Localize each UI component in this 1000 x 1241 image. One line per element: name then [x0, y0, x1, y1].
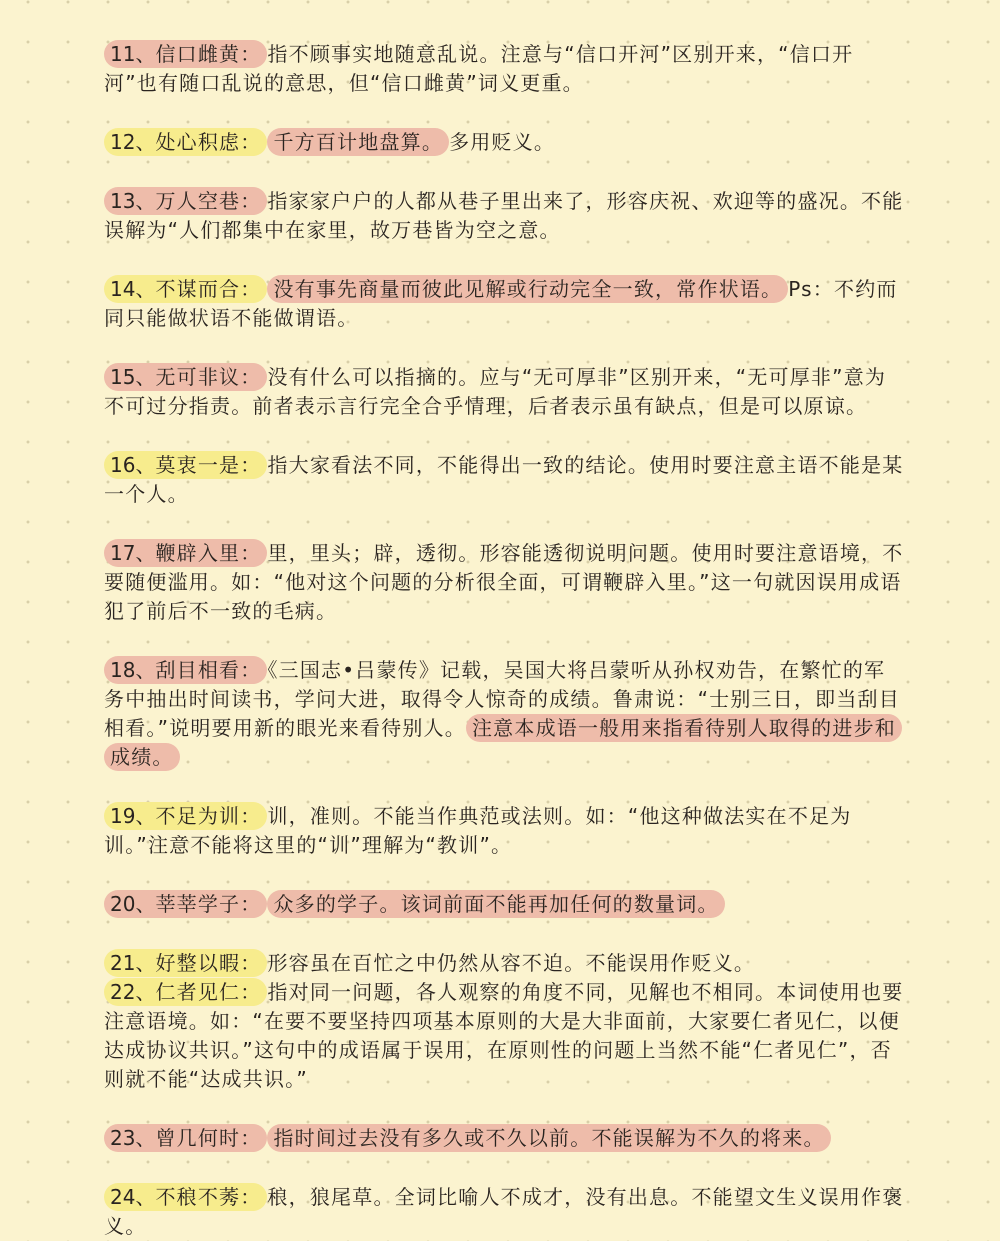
entry-definition: 训，准则。不能当作典范或法则。如：“他这种做法实在不足为训。”注意不能将这里的“训”理解为“教训”。: [104, 804, 852, 857]
entry-definition-highlight: 指时间过去没有多久或不久以前。不能误解为不久的将来。: [267, 1124, 830, 1152]
entry-term-highlight: 14、不谋而合：: [104, 275, 267, 303]
entry-definition: 里，里头；辟，透彻。形容能透彻说明问题。使用时要注意语境，不要随便滥用。如：“他对这个问题的分析很全面，可谓鞭辟入里。”这一句就因误用成语犯了前后不一致的毛病。: [104, 541, 904, 623]
entry-term-highlight: 18、刮目相看：: [104, 656, 267, 684]
entry-23: [104, 1124, 904, 1153]
entry-term-highlight: 20、莘莘学子：: [104, 890, 267, 918]
entry-term-highlight: 22、仁者见仁：: [104, 978, 267, 1006]
notes-page: [104, 40, 904, 1241]
entry-term-highlight: 13、万人空巷：: [104, 187, 267, 215]
entry-definition: 形容虽在百忙之中仍然从容不迫。不能误用作贬义。: [267, 951, 756, 975]
entry-term-highlight: 21、好整以暇：: [104, 949, 267, 977]
entry-20: [104, 890, 904, 919]
entry-22: [104, 978, 904, 1094]
entry-definition: 稂，狼尾草。全词比喻人不成才，没有出息。不能望文生义误用作褒义。: [104, 1185, 904, 1238]
entry-note-highlight: 注意本成语一般用来指看待别人取得的进步和成绩。: [104, 714, 902, 771]
entry-term-highlight: 24、不稂不莠：: [104, 1183, 267, 1211]
entry-12: [104, 128, 904, 157]
entry-definition: 指大家看法不同，不能得出一致的结论。使用时要注意主语不能是某一个人。: [104, 453, 904, 506]
entry-definition: 指家家户户的人都从巷子里出来了，形容庆祝、欢迎等的盛况。不能误解为“人们都集中在家里，故万巷皆为空之意。: [104, 189, 904, 242]
entry-13: [104, 187, 904, 245]
entry-16: [104, 451, 904, 509]
entry-definition-highlight: 众多的学子。该词前面不能再加任何的数量词。: [267, 890, 724, 918]
entry-term-highlight: 11、信口雌黄：: [104, 40, 267, 68]
entry-24: [104, 1183, 904, 1241]
entry-term-highlight: 17、鞭辟入里：: [104, 539, 267, 567]
entry-term-highlight: 15、无可非议：: [104, 363, 267, 391]
entry-definition: 指对同一问题，各人观察的角度不同，见解也不相同。本词使用也要注意语境。如：“在要不要坚持四项基本原则的大是大非面前，大家要仁者见仁，以便达成协议共识。”这句中的成语属于误用，在原则性的问题上当然不能“仁者见仁”，否则就不能“达成共识。”: [104, 980, 904, 1091]
entry-term-highlight: 23、曾几何时：: [104, 1124, 267, 1152]
entry-definition: 没有什么可以指摘的。应与“无可厚非”区别开来，“无可厚非”意为不可过分指责。前者表示言行完全合乎情理，后者表示虽有缺点，但是可以原谅。: [104, 365, 887, 418]
entry-definition: 《三国志•吕蒙传》记载，吴国大将吕蒙听从孙权劝告，在繁忙的军务中抽出时间读书，学问大进，取得令人惊奇的成绩。鲁肃说：“士别三日，即当刮目相看。”说明要用新的眼光来看待别人。: [104, 658, 900, 740]
entry-18: [104, 656, 904, 772]
entry-definition: 多用贬义。: [449, 130, 556, 154]
entry-17: [104, 539, 904, 626]
entry-term-highlight: 16、莫衷一是：: [104, 451, 267, 479]
entry-term-highlight: 12、处心积虑：: [104, 128, 267, 156]
entry-11: [104, 40, 904, 98]
entry-21: [104, 949, 904, 978]
entry-definition-highlight: 没有事先商量而彼此见解或行动完全一致，常作状语。: [267, 275, 788, 303]
entry-definition-highlight: 千方百计地盘算。: [267, 128, 449, 156]
entry-14: [104, 275, 904, 333]
entry-term-highlight: 19、不足为训：: [104, 802, 267, 830]
entry-19: [104, 802, 904, 860]
entry-definition: 指不顾事实地随意乱说。注意与“信口开河”区别开来，“信口开河”也有随口乱说的意思，但“信口雌黄”词义更重。: [104, 42, 854, 95]
entry-definition: Ps：不约而同只能做状语不能做谓语。: [104, 277, 898, 330]
entry-15: [104, 363, 904, 421]
